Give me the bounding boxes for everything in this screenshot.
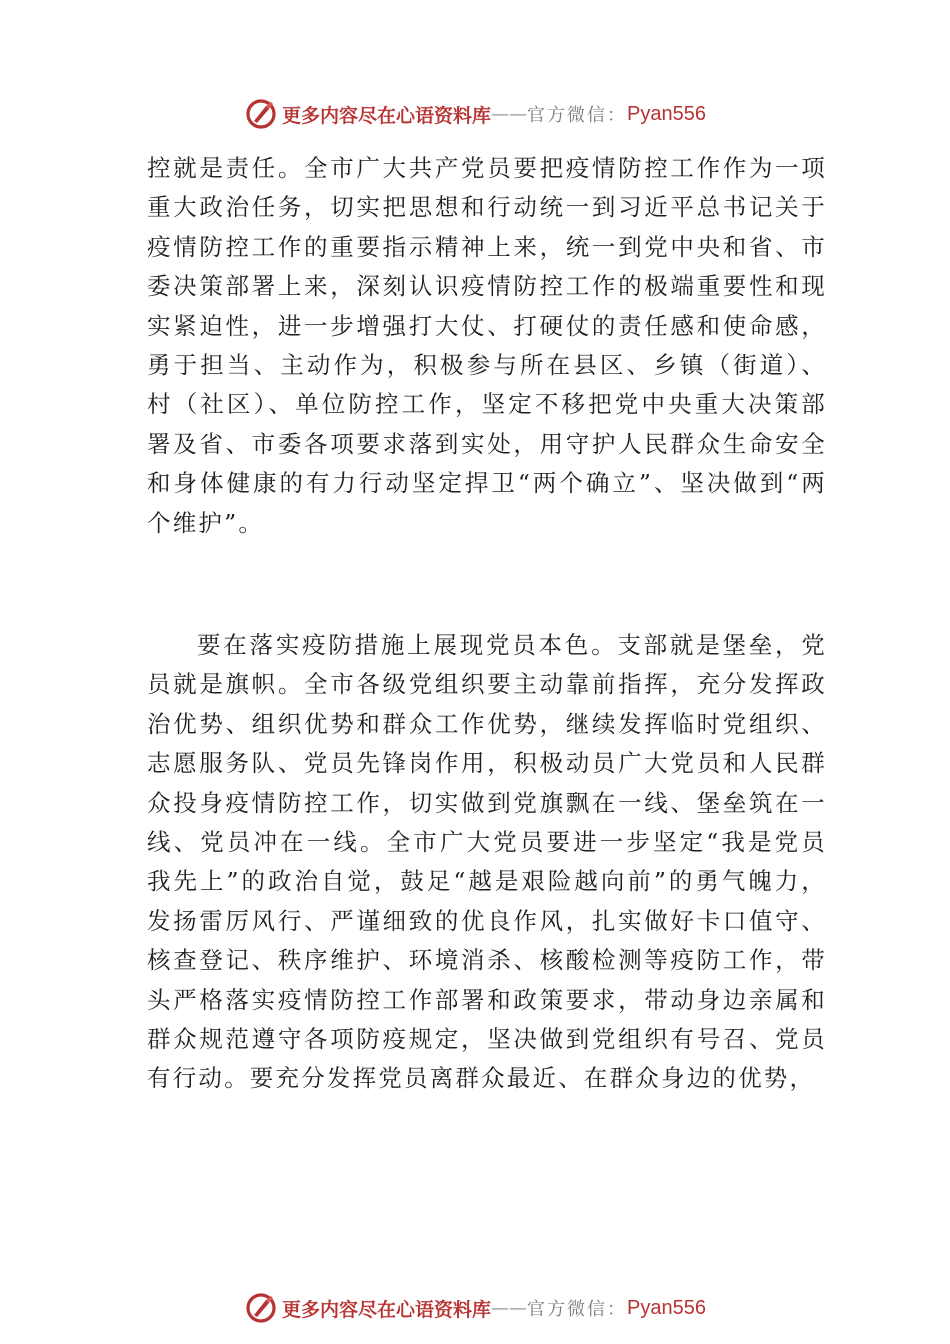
brand-logo-icon bbox=[244, 97, 278, 131]
header-separator: —— bbox=[491, 103, 528, 125]
footer-wechat-id: Pyan556 bbox=[627, 1296, 706, 1319]
body-paragraph-1: 控就是责任。全市广大共产党员要把疫情防控工作作为一项重大政治任务，切实把思想和行动统一到习近平总书记关于疫情防控工作的重要指示精神上来，统一到党中央和省、市委决策部署上来，深刻认识疫情防控工作的极端重要性和现实紧迫性，进一步增强打大仗、打硬仗的责任感和使命感，勇于担当、主动作为，积极参与所在县区、乡镇（街道）、村（社区）、单位防控工作，坚定不移把党中央重大决策部署及省、市委各项要求落到实处，用守护人民群众生命安全和身体健康的有力行动坚定捍卫“两个确立”、坚决做到“两个维护”。 bbox=[147, 154, 827, 537]
brand-logo-icon bbox=[244, 1291, 278, 1325]
header-banner bbox=[0, 94, 950, 134]
footer-separator: —— bbox=[491, 1297, 528, 1319]
body-paragraph-2: 要在落实疫防措施上展现党员本色。支部就是堡垒，党员就是旗帜。全市各级党组织要主动靠前指挥，充分发挥政治优势、组织优势和群众工作优势，继续发挥临时党组织、志愿服务队、党员先锋岗作用，积极动员广大党员和人民群众投身疫情防控工作，切实做到党旗飘在一线、堡垒筑在一线、党员冲在一线。全市广大党员要进一步坚定“我是党员我先上”的政治自觉，鼓足“越是艰险越向前”的勇气魄力，发扬雷厉风行、严谨细致的优良作风，扎实做好卡口值守、核查登记、秩序维护、环境消杀、核酸检测等疫防工作，带头严格落实疫情防控工作部署和政策要求，带动身边亲属和群众规范遵守各项防疫规定，坚决做到党组织有号召、党员有行动。要充分发挥党员离群众最近、在群众身边的优势， bbox=[147, 631, 827, 1093]
footer-official-label: 官方微信： bbox=[527, 1299, 628, 1320]
footer-brand-text: 更多内容尽在心语资料库 bbox=[282, 1298, 492, 1321]
header-wechat-id: Pyan556 bbox=[627, 102, 706, 125]
header-brand-text: 更多内容尽在心语资料库 bbox=[282, 104, 492, 127]
header-official-label: 官方微信： bbox=[527, 105, 628, 126]
footer-banner bbox=[0, 1288, 950, 1328]
